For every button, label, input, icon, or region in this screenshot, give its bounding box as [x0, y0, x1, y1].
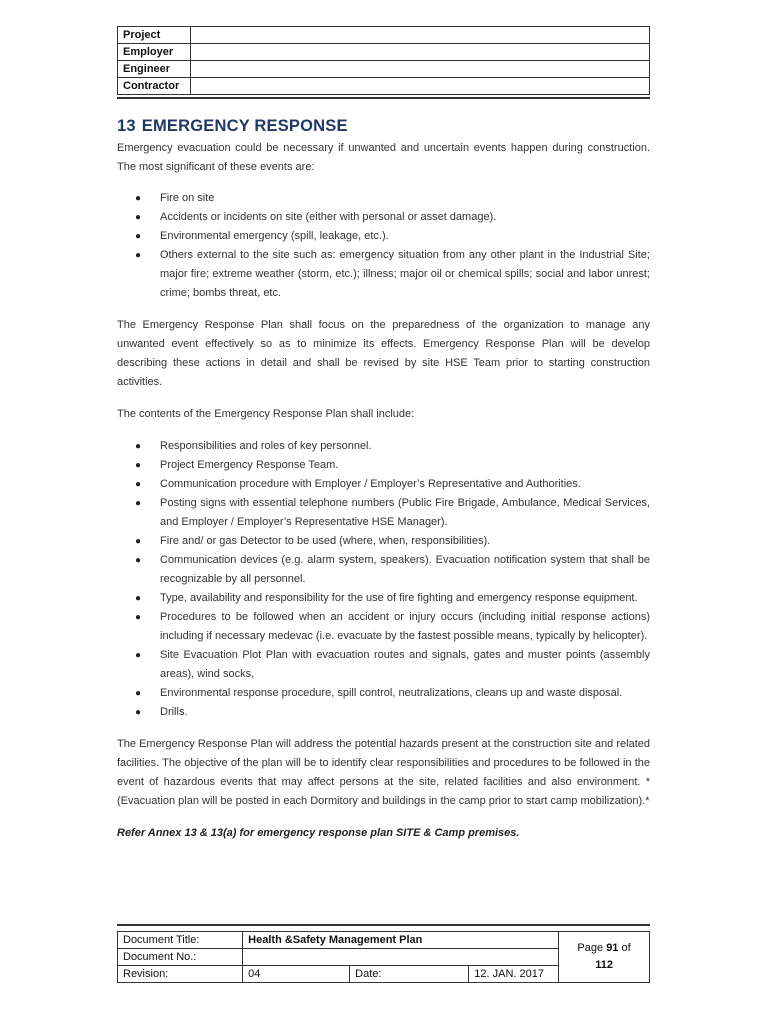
intro-paragraph: Emergency evacuation could be necessary if unwanted and uncertain events happen during construction. The most significant of these events are:	[117, 142, 650, 173]
refer-annex-note: Refer Annex 13 & 13(a) for emergency response plan SITE & Camp premises.	[117, 827, 520, 839]
list-item-text: Responsibilities and roles of key personnel.	[160, 440, 372, 452]
bullet-icon: ●	[135, 688, 142, 699]
footer-row-title	[118, 932, 650, 949]
list-item-text: Others external to the site such as: emergency situation from any other plant in the Industrial Site; major fire; extreme weather (storm, etc.); illness; major oil or chemical spills; social and labor unrest; crime; bombs threat, etc.	[160, 249, 650, 299]
list-item-text: Communication devices (e.g. alarm system, speakers). Evacuation notification system that shall be recognizable by all personnel.	[160, 554, 650, 585]
date-value: 12. JAN. 2017	[469, 966, 559, 983]
list-item-text: Project Emergency Response Team.	[160, 459, 339, 471]
list-item	[117, 551, 650, 589]
list-item	[117, 703, 650, 722]
list-item	[117, 684, 650, 703]
list-item-text: Drills.	[160, 706, 188, 718]
document-no-value	[243, 949, 559, 966]
revision-label: Revision:	[118, 966, 243, 983]
section-body	[117, 139, 650, 843]
bullet-icon: ●	[135, 498, 142, 509]
list-item	[117, 246, 650, 303]
header-label-engineer: Engineer	[118, 61, 191, 78]
document-title-value: Health &Safety Management Plan	[243, 932, 559, 949]
page-of: of	[621, 942, 631, 954]
list-item	[117, 227, 650, 246]
header-row-engineer	[118, 61, 650, 78]
events-list	[117, 189, 650, 303]
list-item-text: Site Evacuation Plot Plan with evacuation routes and signals, gates and muster points (assembly areas), wind socks,	[160, 649, 650, 680]
page-number: 91	[606, 942, 619, 954]
bullet-icon: ●	[135, 250, 142, 261]
header-label-project: Project	[118, 27, 191, 44]
list-item-text: Type, availability and responsibility for the use of fire fighting and emergency response equipment.	[160, 592, 638, 604]
page-number-cell	[559, 932, 650, 983]
header-table	[117, 26, 650, 95]
header-row-project	[118, 27, 650, 44]
list-item	[117, 475, 650, 494]
list-item-text: Environmental emergency (spill, leakage, etc.).	[160, 230, 389, 242]
list-item-text: Fire and/ or gas Detector to be used (where, when, responsibilities).	[160, 535, 491, 547]
bullet-icon: ●	[135, 212, 142, 223]
list-item	[117, 437, 650, 456]
contents-intro: The contents of the Emergency Response Plan shall include:	[117, 408, 415, 420]
section-number: 13	[117, 117, 136, 135]
list-item	[117, 456, 650, 475]
page-total: 112	[595, 959, 613, 971]
list-item-text: Posting signs with essential telephone numbers (Public Fire Brigade, Ambulance, Medical Services, and Employer / Employer’s Representative HSE Manager).	[160, 497, 650, 528]
bullet-icon: ●	[135, 707, 142, 718]
contents-list	[117, 437, 650, 722]
bullet-icon: ●	[135, 650, 142, 661]
list-item-text: Fire on site	[160, 192, 215, 204]
closing-text: The Emergency Response Plan will address the potential hazards present at the construction site and related facilities. The objective of the plan will be to identify clear responsibilities and procedures to be followed in the event of hazardous events that may affect persons at the site, related facilities and also environment.	[117, 738, 650, 788]
header-value-project	[191, 27, 650, 44]
header-row-contractor	[118, 78, 650, 95]
list-item-text: Communication procedure with Employer / Employer’s Representative and Authorities.	[160, 478, 581, 490]
closing-paragraph	[117, 735, 650, 811]
header-label-contractor: Contractor	[118, 78, 191, 95]
plan-paragraph: The Emergency Response Plan shall focus on the preparedness of the organization to manage any unwanted event effectively so as to minimize its effects. Emergency Response Plan will be develop describing these actions in detail and shall be revised by site HSE Team prior to starting construction activities.	[117, 319, 650, 388]
list-item	[117, 208, 650, 227]
document-no-label: Document No.:	[118, 949, 243, 966]
revision-value: 04	[243, 966, 350, 983]
list-item	[117, 589, 650, 608]
bullet-icon: ●	[135, 460, 142, 471]
closing-note: *(Evacuation plan will be posted in each Dormitory and buildings in the camp prior to start camp mobilization).*	[117, 776, 651, 807]
document-title-label: Document Title:	[118, 932, 243, 949]
footer-table	[117, 931, 650, 983]
header-value-contractor	[191, 78, 650, 95]
bullet-icon: ●	[135, 536, 142, 547]
list-item	[117, 646, 650, 684]
list-item	[117, 189, 650, 208]
bullet-icon: ●	[135, 612, 142, 623]
header-row-employer	[118, 44, 650, 61]
bullet-icon: ●	[135, 231, 142, 242]
list-item-text: Accidents or incidents on site (either with personal or asset damage).	[160, 211, 497, 223]
list-item	[117, 494, 650, 532]
bullet-icon: ●	[135, 555, 142, 566]
list-item	[117, 532, 650, 551]
bullet-icon: ●	[135, 593, 142, 604]
header-value-engineer	[191, 61, 650, 78]
list-item	[117, 608, 650, 646]
list-item-text: Environmental response procedure, spill control, neutralizations, cleans up and waste disposal.	[160, 687, 623, 699]
bullet-icon: ●	[135, 479, 142, 490]
date-label: Date:	[350, 966, 469, 983]
header-divider	[117, 97, 650, 99]
list-item-text: Procedures to be followed when an accident or injury occurs (including initial response actions) including if necessary medevac (i.e. evacuate by the fastest possible means, typically by helicopter).	[160, 611, 650, 642]
header-value-employer	[191, 44, 650, 61]
section-title-text: EMERGENCY RESPONSE	[141, 117, 348, 135]
page-prefix: Page	[577, 942, 604, 954]
section-heading	[117, 117, 348, 136]
header-label-employer: Employer	[118, 44, 191, 61]
bullet-icon: ●	[135, 193, 142, 204]
footer-divider	[117, 924, 650, 926]
bullet-icon: ●	[135, 441, 142, 452]
